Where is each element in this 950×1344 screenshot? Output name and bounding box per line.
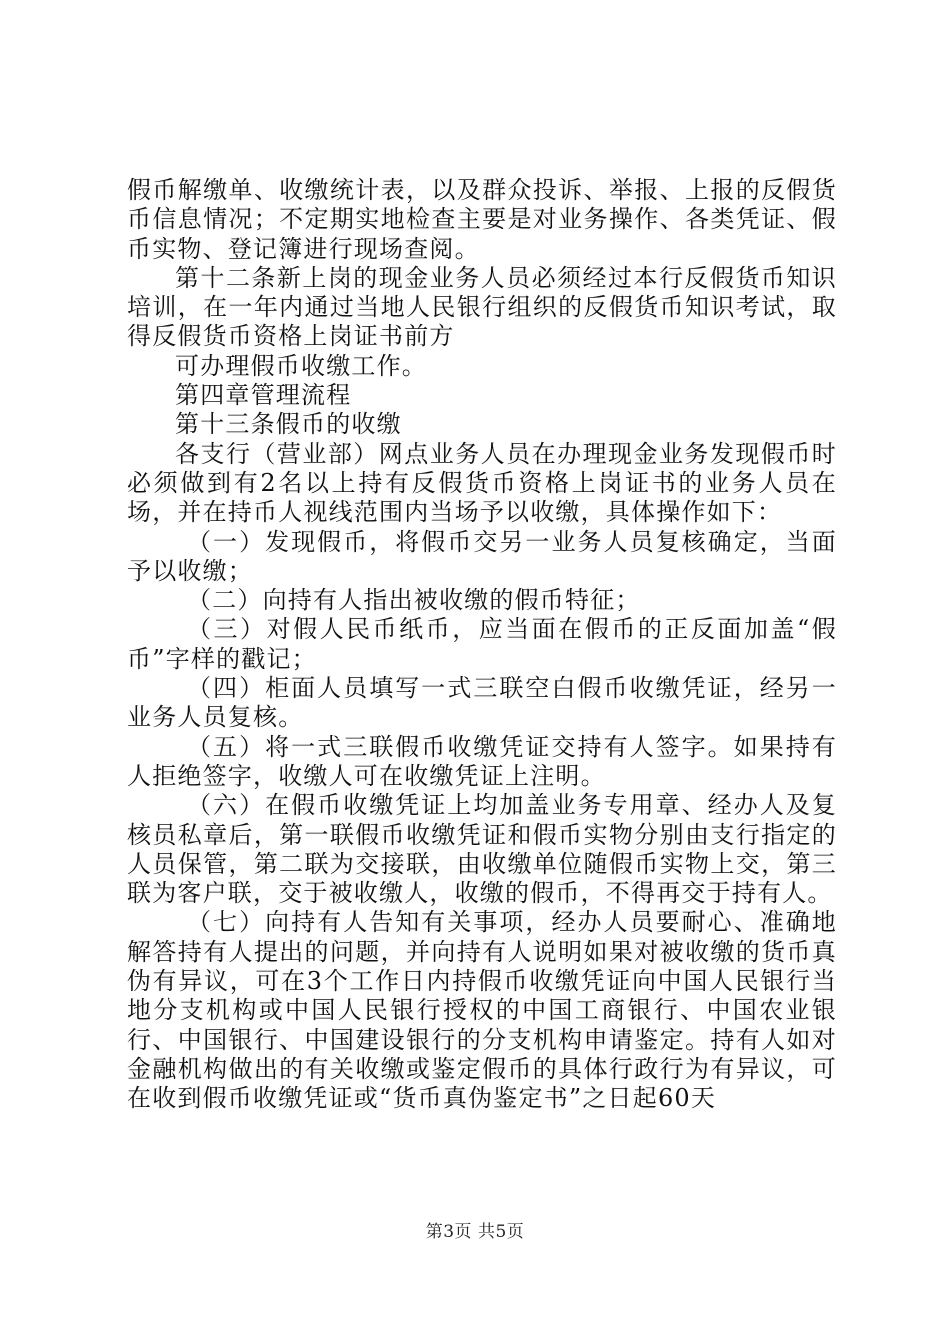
paragraph-6: 各支行（营业部）网点业务人员在办理现金业务发现假币时必须做到有2名以上持有反假货币资格上岗证书的业务人员在场，并在持币人视线范围内当场予以收缴，具体操作如下：	[127, 439, 837, 527]
list-item-1: （一）发现假币，将假币交另一业务人员复核确定，当面予以收缴；	[127, 527, 837, 585]
list-item-6: （六）在假币收缴凭证上均加盖业务专用章、经办人及复核员私章后，第一联假币收缴凭证和假币实物分别由支行指定的人员保管，第二联为交接联，由收缴单位随假币实物上交，第三联为客户联，交于被收缴人，收缴的假币，不得再交于持有人。	[127, 791, 837, 908]
paragraph-3: 可办理假币收缴工作。	[175, 351, 427, 380]
chapter-heading: 第四章管理流程	[175, 381, 352, 410]
paragraph-1: 假币解缴单、收缴统计表，以及群众投诉、举报、上报的反假货币信息情况；不定期实地检查主要是对业务操作、各类凭证、假币实物、登记簿进行现场查阅。	[127, 176, 837, 263]
page-footer: 第3页 共5页	[425, 1222, 525, 1242]
list-item-4: （四）柜面人员填写一式三联空白假币收缴凭证，经另一业务人员复核。	[127, 674, 837, 732]
paragraph-2: 第十二条新上岗的现金业务人员必须经过本行反假货币知识培训，在一年内通过当地人民银行组织的反假货币知识考试，取得反假货币资格上岗证书前方	[127, 263, 837, 351]
document-body	[127, 176, 837, 1114]
list-item-3: （三）对假人民币纸币，应当面在假币的正反面加盖“假币”字样的戳记；	[127, 615, 837, 673]
list-item-5: （五）将一式三联假币收缴凭证交持有人签字。如果持有人拒绝签字，收缴人可在收缴凭证上注明。	[127, 732, 837, 790]
list-item-7: （七）向持有人告知有关事项，经办人员要耐心、准确地解答持有人提出的问题，并向持有人说明如果对被收缴的货币真伪有异议，可在3个工作日内持假币收缴凭证向中国人民银行当地分支机构或中国人民银行授权的中国工商银行、中国农业银行、中国银行、中国建设银行的分支机构申请鉴定。持有人如对金融机构做出的有关收缴或鉴定假币的具体行政行为有异议，可在收到假币收缴凭证或“货币真伪鉴定书”之日起60天	[127, 908, 837, 1113]
article-heading: 第十三条假币的收缴	[175, 410, 402, 439]
list-item-2: （二）向持有人指出被收缴的假币特征；	[187, 586, 641, 615]
